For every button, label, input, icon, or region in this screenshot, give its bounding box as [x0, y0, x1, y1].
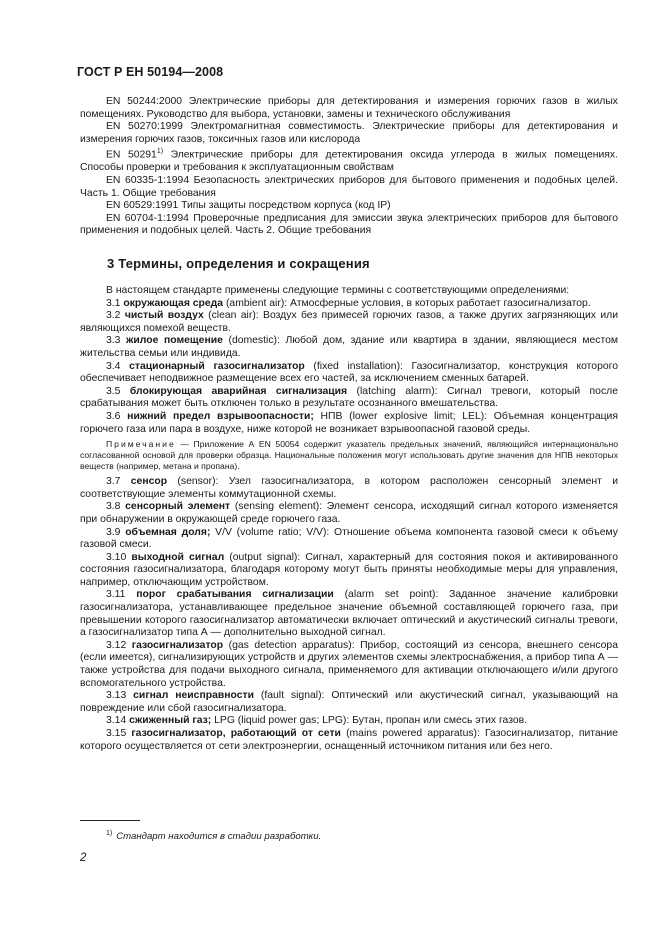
page-number: 2 — [80, 852, 87, 864]
definitions-block — [80, 285, 618, 753]
definition-3-9: 3.9 объемная доля; V/V (volume ratio; V/V): Отношение объема компонента газовой смеси к объему газовой смеси. — [80, 526, 618, 551]
definition-3-4: 3.4 стационарный газосигнализатор (fixed installation): Газосигнализатор, конструкция которого обеспечивает неподвижное размещение всех его частей, за исключением сменных батарей. — [80, 360, 618, 385]
note-paragraph: Примечание — Приложение А EN 50054 содержит указатель предельных значений, являющийся интернационально согласованной основой для проверки образца. Национальные положения могут использовать другие значения для НПВ некоторых веществ (например, метана и пропана). — [80, 439, 618, 472]
reference-paragraph: EN 60335-1:1994 Безопасность электрических приборов для бытового применения и подобных целей. Часть 1. Общие требования — [80, 175, 618, 199]
references-block — [80, 96, 618, 238]
definition-3-7: 3.7 сенсор (sensor): Узел газосигнализатора, в котором расположен сенсорный элемент и соответствующие элементы коммутационной схемы. — [80, 476, 618, 500]
definition-3-6: 3.6 нижний предел взрывоопасности; НПВ (lower explosive limit; LEL): Объемная концентрация горючего газа или пара в воздухе, ниже которой не возникает взрывоопасной газовой среды. — [80, 410, 618, 435]
definition-3-8: 3.8 сенсорный элемент (sensing element): Элемент сенсора, исходящий сигнал которого изменяется при обнаружении в окружающей среде горючего газа. — [80, 501, 619, 525]
footnote: $^{1)}$ Стандарт находится в стадии разработки. — [106, 830, 322, 843]
reference-paragraph: EN 50244:2000 Электрические приборы для детектирования и измерения горючих газов в жилых помещениях. Руководство для выбора, установки, замены и технического обслуживания — [80, 96, 618, 120]
reference-paragraph: EN 50270:1999 Электромагнитная совместимость. Электрические приборы для детектирования и измерения горючих газов, токсичных газов или кислорода — [80, 121, 618, 145]
footnote-divider — [80, 820, 140, 821]
definition-3-12: 3.12 газосигнализатор (gas detection apparatus): Прибор, состоящий из сенсора, внешнего сенсора (если имеется), сигнализирующих устройств и других элементов схемы электроснабжения, а прибор типа А — также устройства для подачи выходного сигнала, применяемого для активации отключающего и/или другого вспомогательного устройства. — [80, 639, 618, 689]
page-header: ГОСТ Р ЕН 50194—2008 — [77, 65, 224, 79]
definition-3-5: 3.5 блокирующая аварийная сигнализация (latching alarm): Сигнал тревоги, который после срабатывания может быть отключен только в результате осознанного вмешательства. — [80, 385, 618, 410]
definition-3-13: 3.13 сигнал неисправности (fault signal): Оптический или акустический сигнал, указывающий на повреждение или сбой газосигнализатора. — [80, 690, 618, 714]
definition-3-15: 3.15 газосигнализатор, работающий от сети (mains powered apparatus): Газосигнализатор, питание которого осуществляется от сети электроэнергии, оснащенный источником питания или без него. — [80, 728, 619, 752]
definition-3-11: 3.11 порог срабатывания сигнализации (alarm set point): Заданное значение калибровки газосигнализатора, устанавливающее предельное значение объемной составляющей горючего газа, при превышении которого газосигнализатор автоматически включает оптический и акустический сигналы тревоги, а газосигнализатор типа А — дополнительно выходной сигнал. — [80, 589, 619, 639]
definition-3-3: 3.3 жилое помещение (domestic): Любой дом, здание или квартира в здании, являющиеся местом жительства семьи или индивида. — [80, 335, 619, 359]
reference-paragraph: EN 60704-1:1994 Проверочные предписания для эмиссии звука электрических приборов для бытового применения и подобных целей. Часть 2. Общие требования — [80, 212, 618, 237]
definition-3-10: 3.10 выходной сигнал (output signal): Сигнал, характерный для состояния покоя и активированного состояния газосигнализатора, благодаря которому могут быть приняты необходимые меры для управления, например, отключающим устройством. — [80, 551, 619, 588]
definition-3-2: 3.2 чистый воздух (clean air): Воздух без примесей горючих газов, а также других загрязняющих или являющихся помехой веществ. — [80, 310, 618, 334]
reference-paragraph: EN 60529:1991 Типы защиты посредством корпуса (код IP) — [106, 200, 391, 212]
definition-3-1: 3.1 окружающая среда (ambient air): Атмосферные условия, в которых работает газосигнализатор. — [106, 297, 591, 309]
reference-paragraph: EN 50291$^{1)}$ Электрические приборы для детектирования оксида углерода в жилых помещениях. Способы проверки и требования к эксплуатационным свойствам — [80, 148, 618, 174]
intro-paragraph: В настоящем стандарте применены следующие термины с соответствующими определениями: — [106, 285, 570, 296]
definition-3-14: 3.14 сжиженный газ; LPG (liquid power gas; LPG): Бутан, пропан или смесь этих газов. — [106, 715, 528, 727]
section-title: 3 Термины, определения и сокращения — [107, 256, 370, 271]
